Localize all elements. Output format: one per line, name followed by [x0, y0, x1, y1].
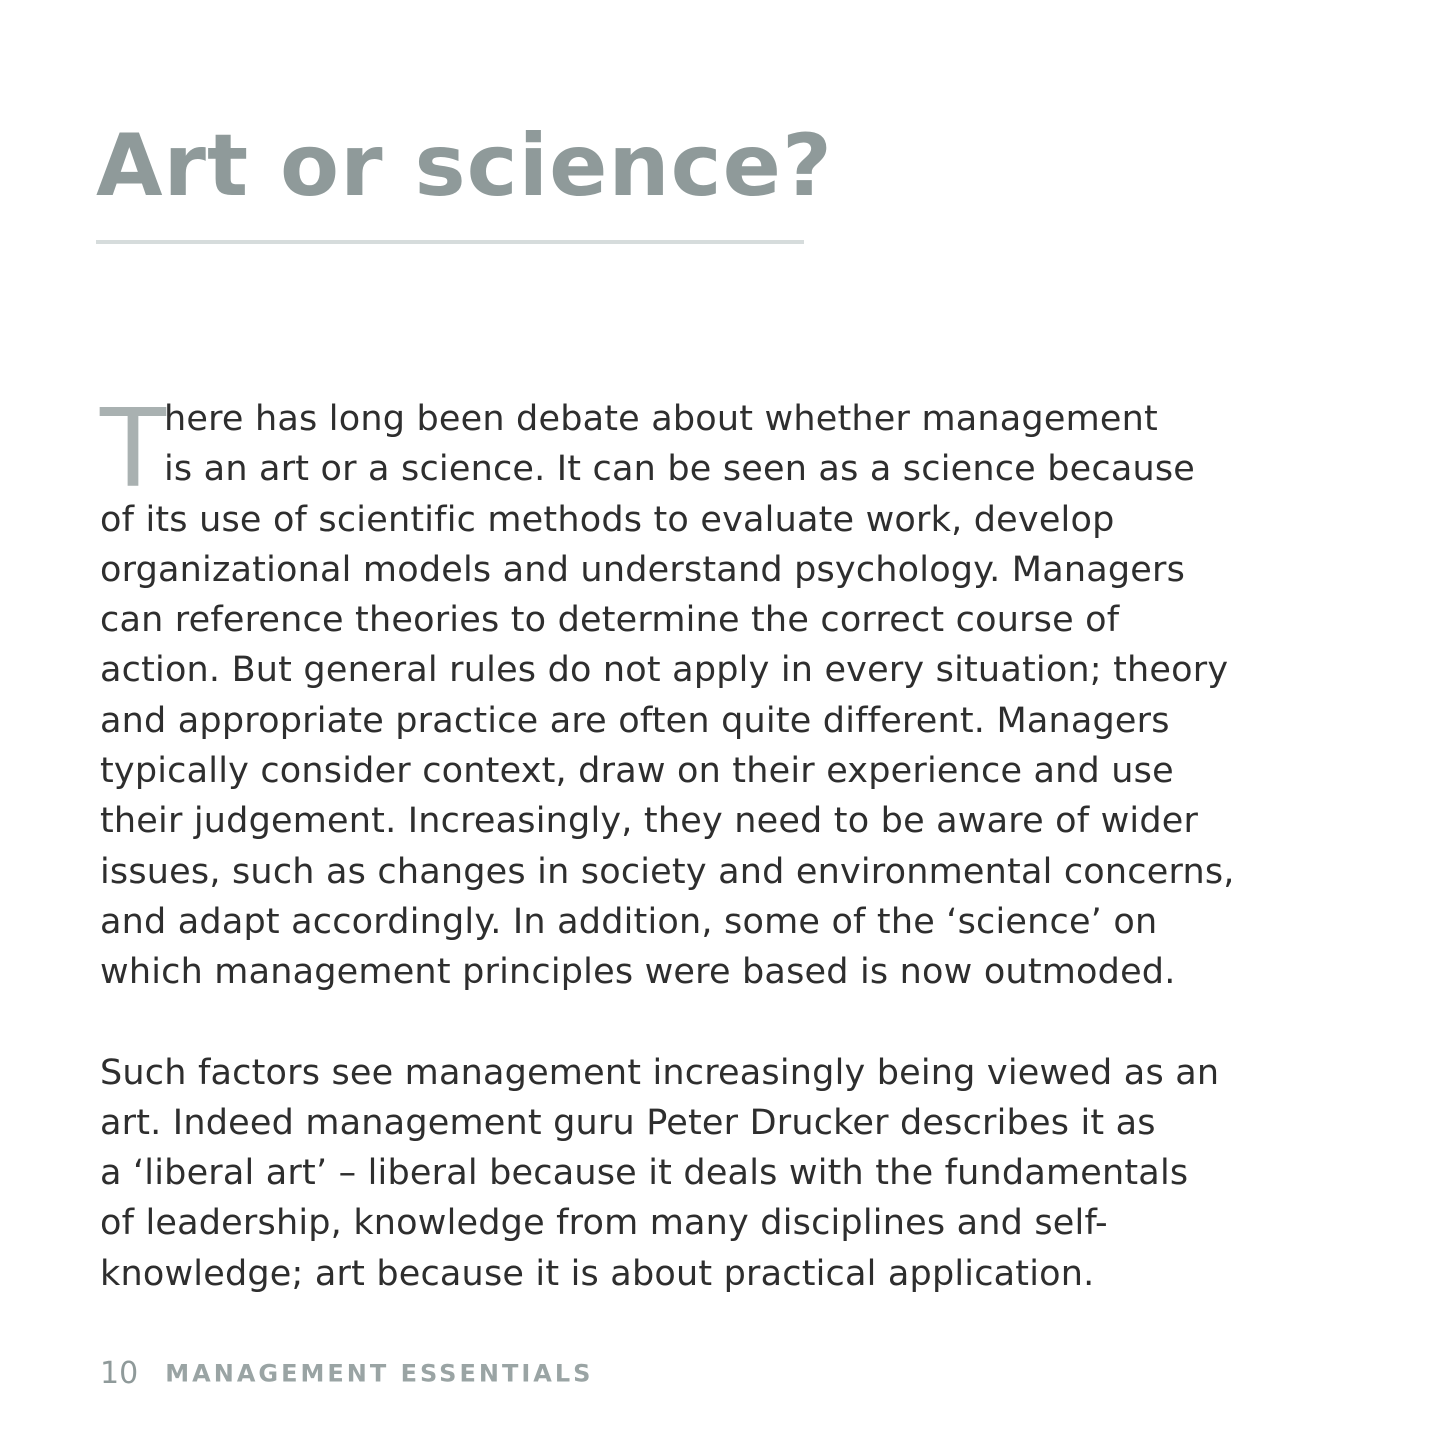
paragraph-1-line-8: typically consider context, draw on their experience and use	[100, 751, 1174, 792]
paragraph-2-line-5: knowledge; art because it is about practical application.	[100, 1253, 1095, 1294]
paragraph-1	[100, 387, 1300, 998]
page-title: Art or science?	[96, 116, 833, 216]
running-head: MANAGEMENT ESSENTIALS	[165, 1359, 594, 1388]
body-text	[100, 387, 1300, 1299]
paragraph-1-line-5: can reference theories to determine the correct course of	[100, 600, 1120, 641]
paragraph-1-line-12: which management principles were based is now outmoded.	[100, 952, 1176, 993]
paragraph-1-line-4: organizational models and understand psychology. Managers	[100, 549, 1186, 590]
paragraph-1-line-2: is an art or a science. It can be seen as a science because	[164, 449, 1196, 490]
paragraph-1-line-6: action. But general rules do not apply in every situation; theory	[100, 650, 1229, 691]
drop-cap: T	[100, 387, 166, 512]
paragraph-spacer	[100, 998, 1300, 1048]
paragraph-2-line-2: art. Indeed management guru Peter Drucker describes it as	[100, 1102, 1156, 1143]
paragraph-2	[100, 1048, 1300, 1299]
paragraph-1-line-9: their judgement. Increasingly, they need to be aware of wider	[100, 801, 1199, 842]
paragraph-2-line-3: a ‘liberal art’ – liberal because it deals with the fundamentals	[100, 1153, 1189, 1194]
page-footer	[100, 1356, 593, 1391]
paragraph-2-line-1: Such factors see management increasingly being viewed as an	[100, 1052, 1220, 1093]
paragraph-1-line-3: of its use of scientific methods to evaluate work, develop	[100, 499, 1115, 540]
paragraph-1-line-7: and appropriate practice are often quite different. Managers	[100, 700, 1170, 741]
page-number: 10	[100, 1356, 139, 1391]
paragraph-2-line-4: of leadership, knowledge from many disciplines and self-	[100, 1203, 1108, 1244]
paragraph-1-line-10: issues, such as changes in society and environmental concerns,	[100, 851, 1235, 892]
paragraph-1-line-11: and adapt accordingly. In addition, some of the ‘science’ on	[100, 901, 1158, 942]
paragraph-1-line-1: here has long been debate about whether management	[164, 399, 1158, 439]
title-underline	[96, 240, 804, 244]
